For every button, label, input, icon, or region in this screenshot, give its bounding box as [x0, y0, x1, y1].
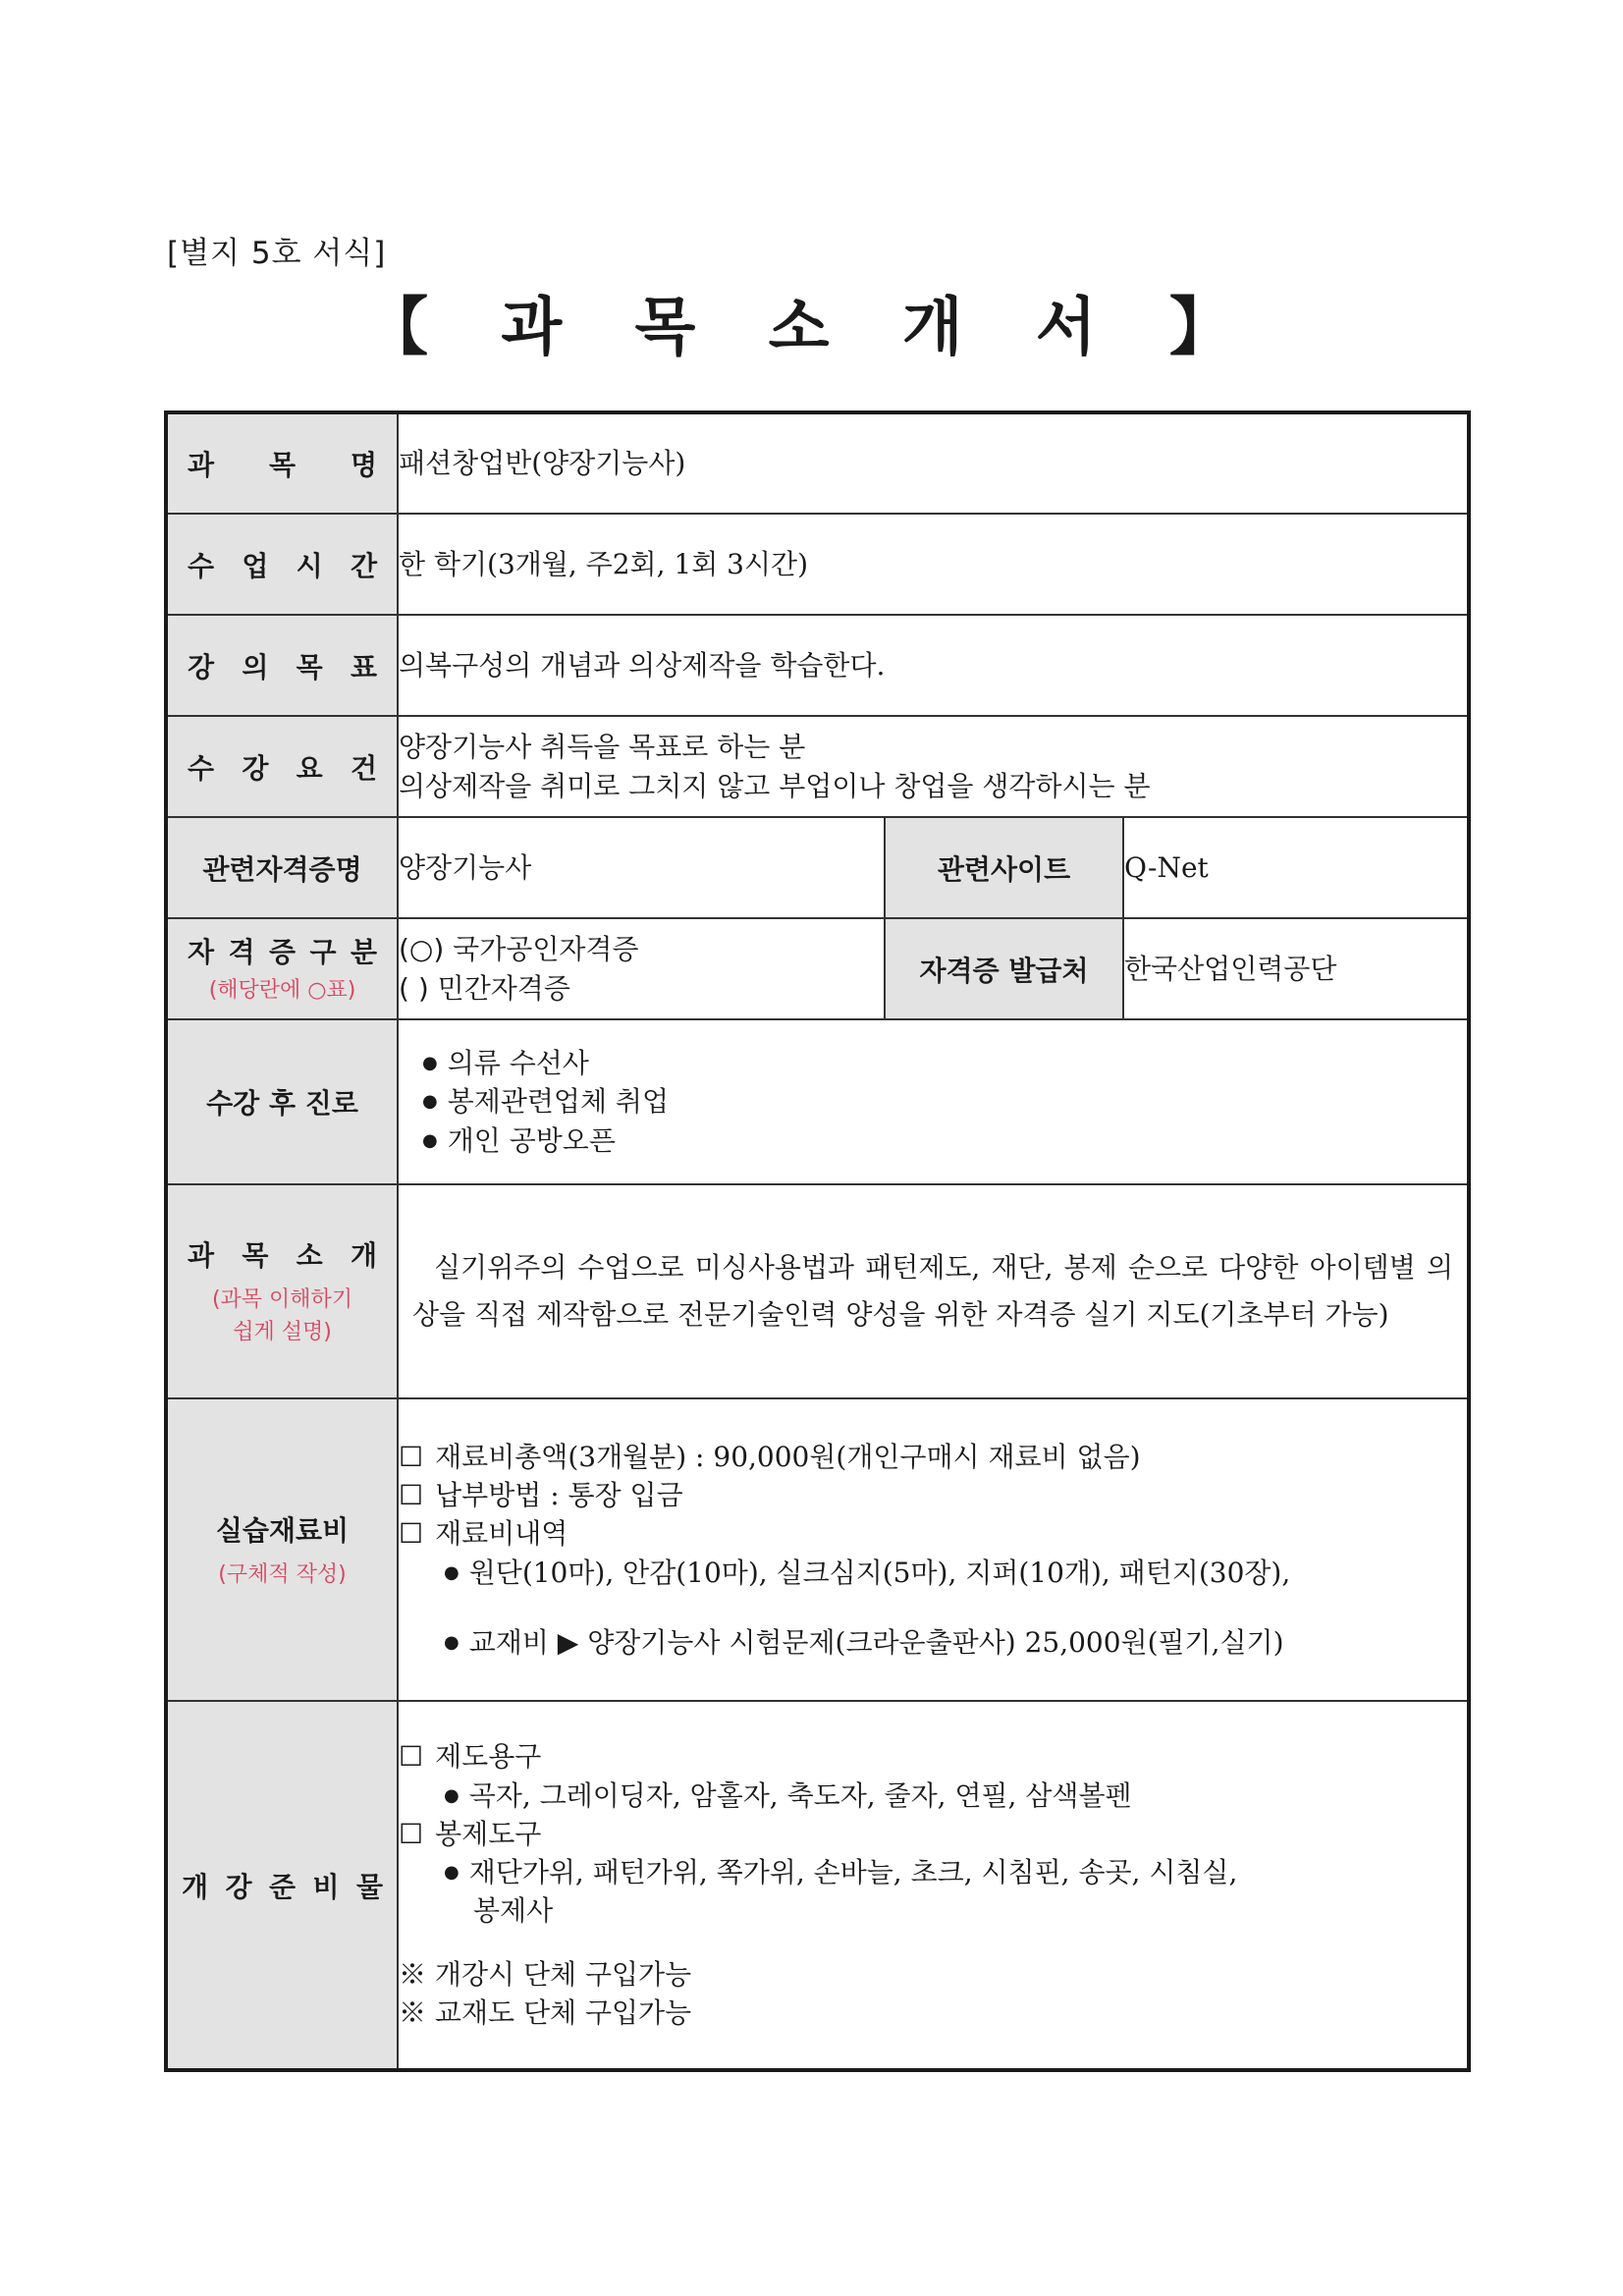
supplies-value [398, 1701, 1469, 2070]
form-number: [별지 5호 서식] [167, 236, 387, 271]
row-certificate [166, 817, 1469, 918]
materials-textbook: ● 교재비 ▶ 양장기능사 시험문제(크라운출판사) 25,000원(필기,실기) [444, 1623, 1467, 1662]
career-label: 수강 후 진로 [166, 1019, 398, 1184]
supplies-drafting-label: ☐ 제도용구 [399, 1737, 1467, 1776]
intro-text: 실기위주의 수업으로 미싱사용법과 패턴제도, 재단, 봉제 순으로 다양한 아이템별 의상을 직접 제작함으로 전문기술인력 양성을 위한 자격증 실기 지도(기초부터 가능) [412, 1251, 1453, 1331]
subject-name-value: 패션창업반(양장기능사) [398, 412, 1469, 514]
list-item: ● 의류 수선사 [422, 1044, 1467, 1082]
row-requirements [166, 716, 1469, 817]
cert-option-private: ( ) 민간자격증 [399, 971, 570, 1005]
requirements-value [398, 716, 1469, 817]
row-class-time [166, 514, 1469, 615]
materials-total: ☐ 재료비총액(3개월분) : 90,000원(개인구매시 재료비 없음) [399, 1438, 1467, 1476]
subject-name-label: 과 목 명 [166, 412, 398, 514]
row-subject-name [166, 412, 1469, 514]
class-time-value: 한 학기(3개월, 주2회, 1회 3시간) [398, 514, 1469, 615]
materials-value [398, 1398, 1469, 1701]
cert-type-options [398, 918, 885, 1019]
cert-option-national: (○) 국가공인자격증 [399, 933, 639, 966]
row-materials [166, 1398, 1469, 1701]
course-intro-table [164, 410, 1471, 2072]
lecture-goal-value: 의복구성의 개념과 의상제작을 학습한다. [398, 615, 1469, 716]
list-item: ● 개인 공방오픈 [422, 1121, 1467, 1160]
cert-type-note: (해당란에 ○표) [208, 978, 356, 1003]
materials-breakdown-label: ☐ 재료비내역 [399, 1514, 1467, 1553]
related-site-value: Q-Net [1123, 817, 1469, 918]
career-value [398, 1019, 1469, 1184]
supplies-sewing-items-cont: 봉제사 [473, 1894, 554, 1928]
issuer-label: 자격증 발급처 [885, 918, 1123, 1019]
supplies-sewing-items: ● 재단가위, 패턴가위, 쪽가위, 손바늘, 초크, 시침핀, 송곳, 시침실, [444, 1853, 1467, 1891]
materials-label-text: 실습재료비 [215, 1513, 350, 1547]
class-time-label: 수 업 시 간 [166, 514, 398, 615]
intro-label: 과 목 소 개 (과목 이해하기 쉽게 설명) [166, 1184, 398, 1398]
materials-note: (구체적 작성) [218, 1561, 347, 1587]
row-career [166, 1019, 1469, 1184]
materials-fabric: ● 원단(10마), 안감(10마), 실크심지(5마), 지퍼(10개), 패턴지(30장), [444, 1554, 1467, 1592]
supplies-drafting-items: ● 곡자, 그레이딩자, 암홀자, 축도자, 줄자, 연필, 삼색볼펜 [444, 1777, 1467, 1815]
requirement-line: 의상제작을 취미로 그치지 않고 부업이나 창업을 생각하시는 분 [399, 769, 1151, 802]
cert-type-label: 자 격 증 구 분 (해당란에 ○표) [166, 918, 398, 1019]
lecture-goal-label: 강 의 목 표 [166, 615, 398, 716]
certificate-value: 양장기능사 [398, 817, 885, 918]
requirements-label: 수 강 요 건 [166, 716, 398, 817]
certificate-label: 관련자격증명 [166, 817, 398, 918]
row-lecture-goal [166, 615, 1469, 716]
supplies-sewing-label: ☐ 봉제도구 [399, 1815, 1467, 1853]
materials-label [166, 1398, 398, 1701]
supplies-label: 개 강 준 비 물 [166, 1701, 398, 2070]
row-supplies [166, 1701, 1469, 2070]
supplies-note: ※ 개강시 단체 구입가능 [399, 1958, 692, 1992]
list-item: ● 봉제관련업체 취업 [422, 1082, 1467, 1121]
row-cert-type [166, 918, 1469, 1019]
related-site-label: 관련사이트 [885, 817, 1123, 918]
row-intro [166, 1184, 1469, 1398]
requirement-line: 양장기능사 취득을 목표로 하는 분 [399, 731, 806, 764]
intro-note: (과목 이해하기 쉽게 설명) [211, 1287, 353, 1344]
issuer-value: 한국산업인력공단 [1123, 918, 1469, 1019]
intro-value [398, 1184, 1469, 1398]
document-title: 【 과 목 소 개 서 】 [365, 292, 1258, 364]
supplies-note: ※ 교재도 단체 구입가능 [399, 1996, 692, 2030]
materials-payment: ☐ 납부방법 : 통장 입금 [399, 1476, 1467, 1514]
